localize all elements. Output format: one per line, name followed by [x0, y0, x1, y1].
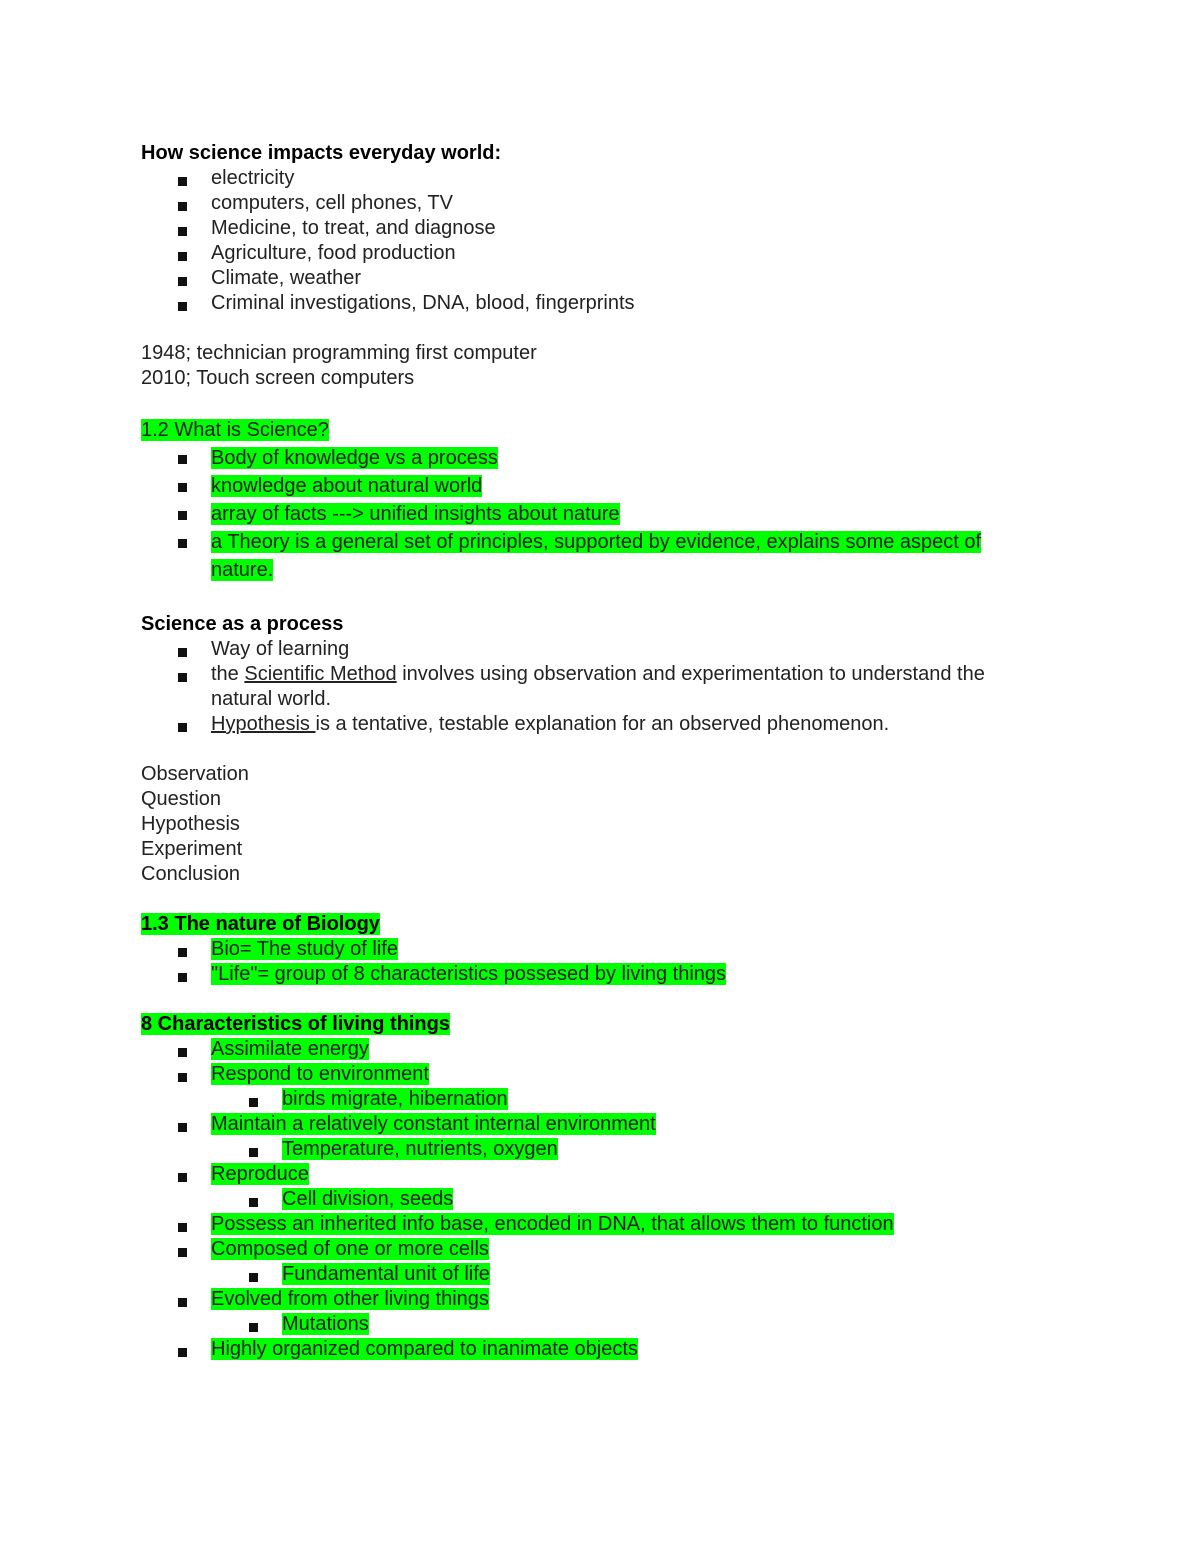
biology-list	[141, 937, 1056, 987]
impacts-list	[141, 166, 1056, 316]
list-item-text: Fundamental unit of life	[282, 1263, 490, 1285]
list-item	[141, 1337, 1056, 1362]
list-item	[141, 528, 1056, 584]
list-item-text-continued: nature.	[211, 559, 274, 581]
biology-heading: 1.3 The nature of Biology	[141, 913, 380, 935]
sub-list-item	[141, 1312, 1056, 1337]
list-item-text: Body of knowledge vs a process	[211, 447, 498, 469]
list-item: Way of learning	[141, 637, 1056, 662]
list-item-text: Bio= The study of life	[211, 938, 398, 960]
list-item	[141, 962, 1056, 987]
sub-list-item	[141, 1137, 1056, 1162]
list-item	[141, 444, 1056, 472]
list-item-text: Cell division, seeds	[282, 1188, 454, 1210]
list-item-text: birds migrate, hibernation	[282, 1088, 508, 1110]
sub-list-item	[141, 1087, 1056, 1112]
list-item-text: the	[211, 663, 245, 685]
list-item	[141, 1112, 1056, 1137]
list-item-text: array of facts ---> unified insights about nature	[211, 503, 620, 525]
step-line: Hypothesis	[141, 813, 240, 835]
list-item	[141, 1062, 1056, 1087]
sub-list-item	[141, 1262, 1056, 1287]
list-item-text: Composed of one or more cells	[211, 1238, 489, 1260]
scientific-method-term: Scientific Method	[244, 663, 397, 685]
timeline-line: 2010; Touch screen computers	[141, 367, 415, 389]
list-item-text: Evolved from other living things	[211, 1288, 489, 1310]
list-item: Criminal investigations, DNA, blood, fingerprints	[141, 291, 1056, 316]
list-item-text: Possess an inherited info base, encoded in DNA, that allows them to function	[211, 1213, 894, 1235]
list-item-text: Temperature, nutrients, oxygen	[282, 1138, 558, 1160]
sub-list-item	[141, 1187, 1056, 1212]
list-item-text: Respond to environment	[211, 1063, 429, 1085]
list-item	[141, 1037, 1056, 1062]
what-is-science-heading-row	[141, 416, 1056, 444]
characteristics-heading-row	[141, 1012, 1056, 1037]
list-item	[141, 472, 1056, 500]
step-line: Conclusion	[141, 863, 240, 885]
step-line: Experiment	[141, 838, 243, 860]
list-item-text: Highly organized compared to inanimate objects	[211, 1338, 638, 1360]
list-item	[141, 500, 1056, 528]
list-item	[141, 1212, 1056, 1237]
list-item-text: "Life"= group of 8 characteristics possesed by living things	[211, 963, 727, 985]
list-item: Medicine, to treat, and diagnose	[141, 216, 1056, 241]
hypothesis-term: Hypothesis	[211, 713, 316, 735]
list-item: computers, cell phones, TV	[141, 191, 1056, 216]
list-item	[141, 1237, 1056, 1262]
list-item-text: is a tentative, testable explanation for an observed phenomenon.	[315, 713, 890, 735]
list-item: electricity	[141, 166, 1056, 191]
list-item-text: Maintain a relatively constant internal environment	[211, 1113, 656, 1135]
list-item	[141, 1287, 1056, 1312]
what-is-science-list	[141, 444, 1056, 584]
list-item: Agriculture, food production	[141, 241, 1056, 266]
list-item-text: Assimilate energy	[211, 1038, 369, 1060]
step-line: Question	[141, 788, 222, 810]
list-item-text: Mutations	[282, 1313, 369, 1335]
biology-heading-row	[141, 912, 1056, 937]
process-list	[141, 637, 1056, 737]
list-item-text: Reproduce	[211, 1163, 309, 1185]
impacts-heading: How science impacts everyday world:	[141, 142, 502, 164]
list-item	[141, 712, 1056, 737]
list-item	[141, 1162, 1056, 1187]
list-item: Climate, weather	[141, 266, 1056, 291]
document-body	[141, 141, 1056, 1362]
list-item	[141, 937, 1056, 962]
list-item	[141, 662, 1056, 712]
step-line: Observation	[141, 763, 249, 785]
list-item-text: involves using observation and experimentation to understand the	[396, 663, 985, 685]
timeline-line: 1948; technician programming first computer	[141, 342, 537, 364]
what-is-science-heading: 1.2 What is Science?	[141, 419, 329, 441]
list-item-text-continued: natural world.	[211, 688, 332, 710]
characteristics-heading: 8 Characteristics of living things	[141, 1013, 450, 1035]
characteristics-list	[141, 1037, 1056, 1362]
list-item-text: knowledge about natural world	[211, 475, 483, 497]
process-heading: Science as a process	[141, 613, 344, 635]
list-item-text: a Theory is a general set of principles, supported by evidence, explains some aspect of	[211, 531, 982, 553]
